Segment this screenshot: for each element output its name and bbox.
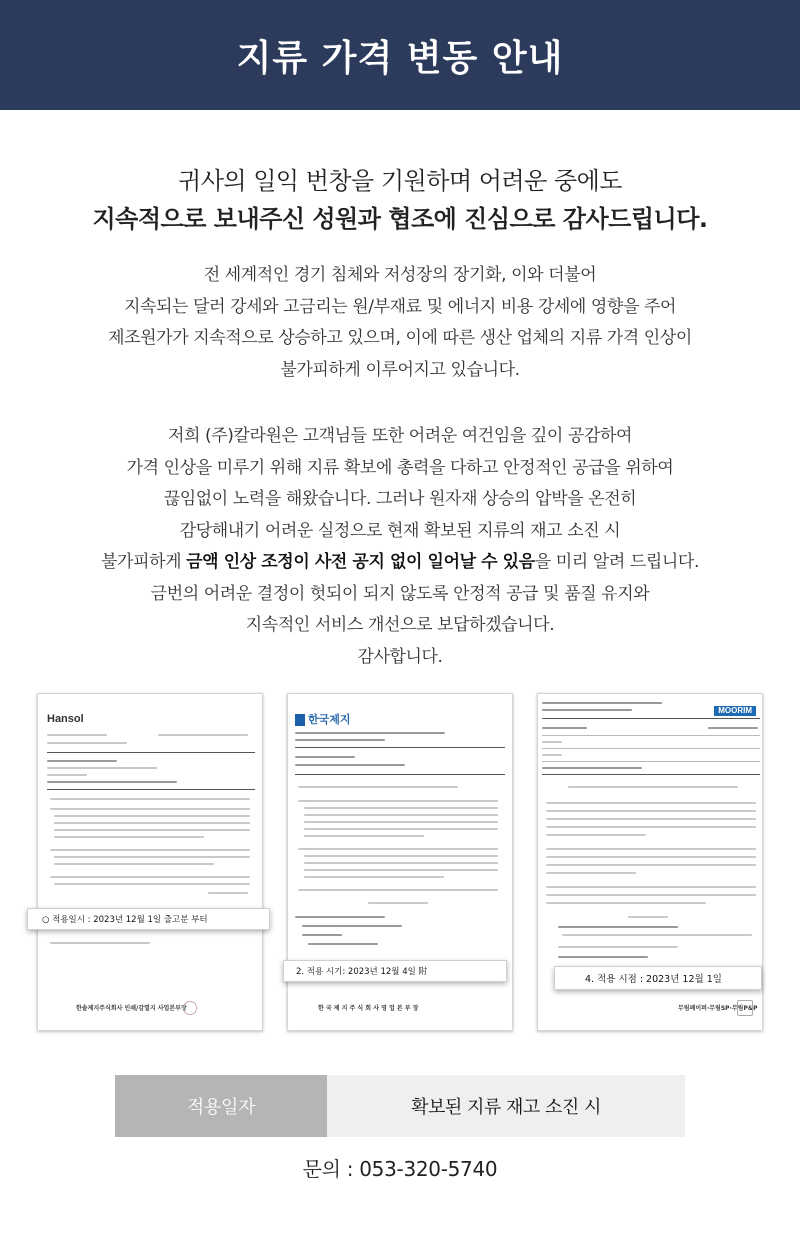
text-line (295, 916, 385, 918)
contact-info: 문의 : 053-320-5740 (302, 1157, 498, 1181)
text-line (295, 739, 385, 741)
title-banner (0, 0, 800, 110)
paragraph-text: 을 미리 알려 드립니다. (534, 552, 699, 572)
text-line (54, 815, 250, 817)
text-line (568, 786, 738, 788)
paragraph-line: 전 세계적인 경기 침체와 저성장의 장기화, 이와 더불어 (203, 265, 597, 285)
apply-date-label: 적용일자 (115, 1075, 327, 1137)
text-line (304, 855, 498, 857)
text-line (304, 876, 444, 878)
text-line (295, 732, 445, 734)
paragraph-line: 감사합니다. (357, 646, 443, 667)
text-line (304, 821, 498, 823)
headline-line-2: 지속적으로 보내주신 성원과 협조에 진심으로 감사드립니다. (92, 205, 708, 233)
text-line (50, 876, 250, 878)
divider (542, 735, 760, 736)
text-line (546, 802, 756, 804)
text-line (298, 889, 498, 891)
divider (542, 748, 760, 749)
text-line (628, 916, 668, 918)
company-stamp-icon (737, 1000, 753, 1016)
text-line (47, 760, 117, 762)
text-line (47, 767, 157, 769)
text-line (54, 863, 214, 865)
text-line (546, 864, 756, 866)
text-line (295, 756, 355, 758)
divider (295, 747, 505, 748)
signature-line: 한솔제지주식회사 인쇄/감열지 사업본부장 (76, 1005, 187, 1012)
text-line (54, 856, 250, 858)
notice-paragraph-1 (0, 260, 800, 386)
text-line (546, 826, 756, 828)
text-line (546, 818, 756, 820)
text-line (50, 849, 250, 851)
signature-line: 무림페이퍼·무림SP·무림P&P (678, 1005, 758, 1012)
signature-line: 한 국 제 지 주 식 회 사 영 업 본 부 장 (318, 1005, 419, 1012)
text-line (542, 754, 562, 756)
text-line (304, 807, 498, 809)
text-line (546, 834, 646, 836)
text-line (546, 894, 756, 896)
paragraph-line: 지속되는 달러 강세와 고금리는 원/부재료 및 에너지 비용 강세에 영향을 주어 (123, 296, 677, 317)
emphasis-text: 금액 인상 조정이 사전 공지 없이 일어날 수 있음 (186, 552, 535, 572)
text-line (47, 774, 87, 776)
text-line (54, 836, 204, 838)
hankuk-logo-text: 한국제지 (308, 713, 351, 726)
greeting-headline (0, 162, 800, 238)
text-line (708, 727, 758, 729)
text-line (542, 702, 662, 704)
text-line (304, 835, 424, 837)
text-line (304, 828, 498, 830)
text-line (158, 734, 248, 736)
hankuk-logo-icon (295, 714, 305, 726)
text-line (546, 856, 756, 858)
divider (542, 718, 760, 719)
divider (295, 774, 505, 775)
text-line (50, 798, 250, 800)
notice-paragraph-2 (0, 421, 800, 673)
text-line (542, 709, 632, 711)
hansol-apply-date-callout: ○ 적용일시 : 2023년 12월 1일 출고분 부터 (27, 908, 270, 930)
paragraph-line: 제조원가가 지속적으로 상승하고 있으며, 이에 따른 생산 업체의 지류 가격 인상이 (108, 328, 692, 348)
text-line (546, 810, 756, 812)
text-line (304, 869, 498, 871)
apply-date-value: 확보된 지류 재고 소진 시 (327, 1075, 685, 1137)
text-line (562, 934, 752, 936)
text-line (304, 814, 498, 816)
text-line (298, 800, 498, 802)
text-line (542, 727, 587, 729)
paragraph-line: 금번의 어려운 결정이 헛되이 되지 않도록 안정적 공급 및 품질 유지와 (150, 583, 650, 604)
divider (47, 789, 255, 790)
text-line (546, 902, 706, 904)
text-line (308, 943, 378, 945)
paragraph-text: 불가피하게 (101, 552, 187, 572)
divider (542, 761, 760, 762)
text-line (54, 822, 250, 824)
paragraph-line: 감당해내기 어려운 실정으로 현재 확보된 지류의 재고 소진 시 (179, 520, 621, 541)
text-line (368, 902, 428, 904)
paragraph-line: 저희 (주)칼라원은 고객님들 또한 어려운 여건임을 깊이 공감하여 (167, 426, 633, 446)
text-line (50, 808, 250, 810)
paragraph-line (0, 547, 800, 579)
text-line (546, 848, 756, 850)
divider (47, 752, 255, 753)
text-line (304, 862, 498, 864)
text-line (546, 872, 636, 874)
paragraph-line: 가격 인상을 미루기 위해 지류 확보에 총력을 다하고 안정적인 공급을 위하여 (126, 457, 674, 478)
paragraph-line: 지속적인 서비스 개선으로 보답하겠습니다. (245, 615, 555, 635)
text-line (47, 742, 127, 744)
text-line (558, 926, 678, 928)
text-line (47, 781, 177, 783)
headline-line-1: 귀사의 일익 번창을 기원하며 어려운 중에도 (178, 167, 622, 195)
text-line (47, 734, 107, 736)
text-line (558, 946, 678, 948)
hankuk-apply-date-callout: 2. 적용 시기: 2023년 12월 4일 附 (283, 960, 507, 982)
company-seal-icon (183, 1001, 197, 1015)
paragraph-line: 불가피하게 이루어지고 있습니다. (280, 359, 520, 380)
page-title: 지류 가격 변동 안내 (236, 37, 564, 79)
text-line (542, 767, 642, 769)
text-line (298, 786, 458, 788)
text-line (54, 829, 250, 831)
moorim-logo: MOORIM (714, 706, 756, 716)
hansol-logo: Hansol (47, 713, 84, 725)
text-line (542, 741, 562, 743)
text-line (54, 883, 250, 885)
text-line (298, 848, 498, 850)
text-line (302, 934, 342, 936)
text-line (558, 956, 648, 958)
divider (542, 774, 760, 775)
hankuk-logo (295, 714, 351, 726)
text-line (546, 886, 756, 888)
text-line (208, 892, 248, 894)
paragraph-line: 끊임없이 노력을 해왔습니다. 그러나 원자재 상승의 압박을 온전히 (163, 489, 637, 509)
moorim-apply-date-callout: 4. 적용 시점 : 2023년 12월 1일 (554, 966, 762, 990)
text-line (295, 764, 405, 766)
hansol-notice-document (37, 693, 263, 1031)
text-line (50, 942, 150, 944)
text-line (302, 925, 402, 927)
